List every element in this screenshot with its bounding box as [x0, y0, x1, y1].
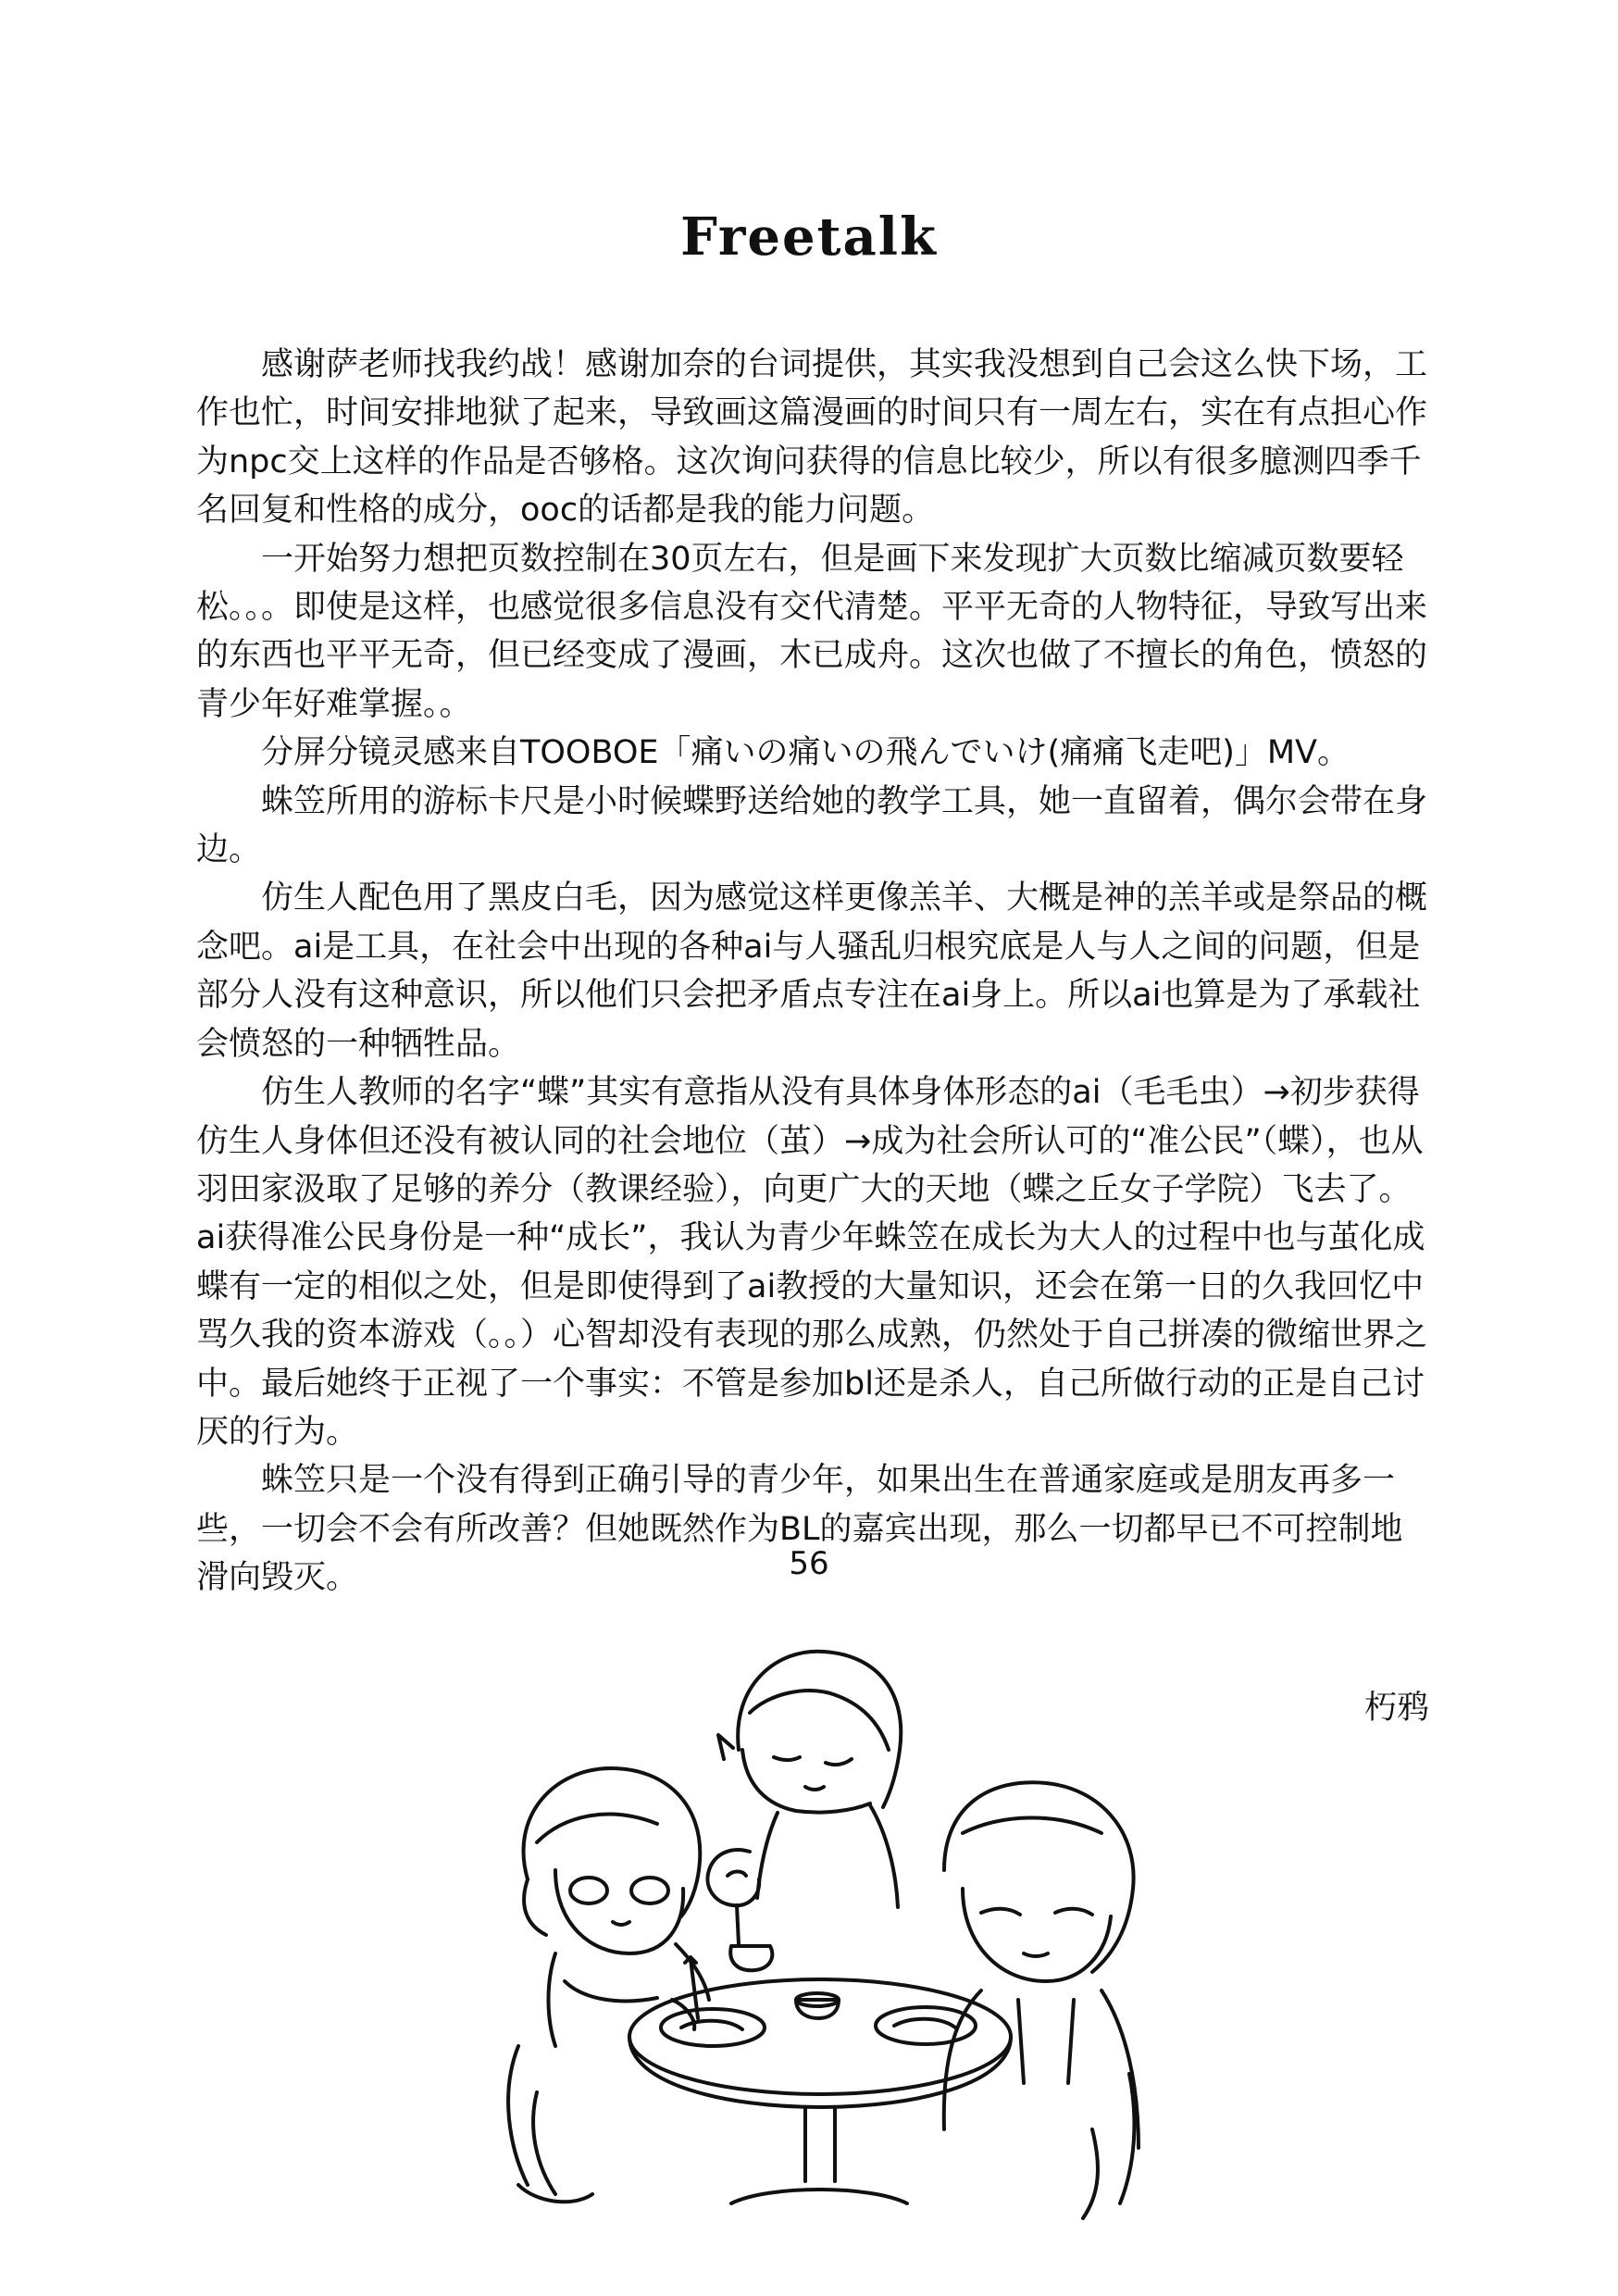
page-title: Freetalk	[680, 206, 938, 268]
tea-party-illustration	[500, 1648, 1148, 2240]
paragraph: 一开始努力想把页数控制在30页左右，但是画下来发现扩大页数比缩减页数要轻松。。。即使是这样，也感觉很多信息没有交代清楚。平平无奇的人物特征，导致写出来的东西也平平无奇，但已经变成了漫画，木已成舟。这次也做了不擅长的角色，愤怒的青少年好难掌握。。	[196, 540, 1428, 723]
paragraph: 蛛笠所用的游标卡尺是小时候蝶野送给她的教学工具，她一直留着，偶尔会带在身边。	[196, 782, 1428, 869]
page-number: 56	[789, 1545, 829, 1582]
paragraph: 仿生人配色用了黑皮白毛，因为感觉这样更像羔羊、大概是神的羔羊或是祭品的概念吧。ai是工具，在社会中出现的各种ai与人骚乱归根究底是人与人之间的问题，但是部分人没有这种意识，所以他们只会把矛盾点专注在ai身上。所以ai也算是为了承载社会愤怒的一种牺牲品。	[196, 880, 1428, 1063]
paragraph: 分屏分镜灵感来自TOOBOE「痛いの痛いの飛んでいけ(痛痛飞走吧)」MV。	[261, 734, 1350, 772]
right-character-figure	[944, 1782, 1139, 2148]
round-table	[629, 1979, 1011, 2203]
paragraph: 感谢萨老师找我约战！感谢加奈的台词提供，其实我没想到自己会这么快下场，工作也忙，时间安排地狱了起来，导致画这篇漫画的时间只有一周左右，实在有点担心作为npc交上这样的作品是否够格。这次询问获得的信息比较少，所以有很多臆测四季千名回复和性格的成分，ooc的话都是我的能力问题。	[196, 346, 1428, 530]
freetalk-body	[196, 341, 1429, 1603]
left-character-figure	[524, 1768, 709, 2046]
author-signature: 朽鸦	[1363, 1690, 1429, 1727]
standing-character-figure	[707, 1652, 901, 1971]
chairs	[508, 2046, 1134, 2218]
paragraph: 蛛笠只是一个没有得到正确引导的青少年，如果出生在普通家庭或是朋友再多一些，一切会不会有所改善？但她既然作为BL的嘉宾出现，那么一切都早已不可控制地滑向毁灭。	[196, 1462, 1403, 1597]
paragraph: 仿生人教师的名字“蝶”其实有意指从没有具体身体形态的ai（毛毛虫）→初步获得仿生人身体但还没有被认同的社会地位（茧）→成为社会所认可的“准公民”（蝶），也从羽田家汲取了足够的养分（教课经验），向更广大的天地（蝶之丘女子学院）飞去了。ai获得准公民身份是一种“成长”，我认为青少年蛛笠在成长为大人的过程中也与茧化成蝶有一定的相似之处，但是即使得到了ai教授的大量知识，还会在第一日的久我回忆中骂久我的资本游戏（。。）心智却没有表现的那么成熟，仍然处于自己拼凑的微缩世界之中。最后她终于正视了一个事实：不管是参加bl还是杀人，自己所做行动的正是自己讨厌的行为。	[196, 1074, 1428, 1451]
